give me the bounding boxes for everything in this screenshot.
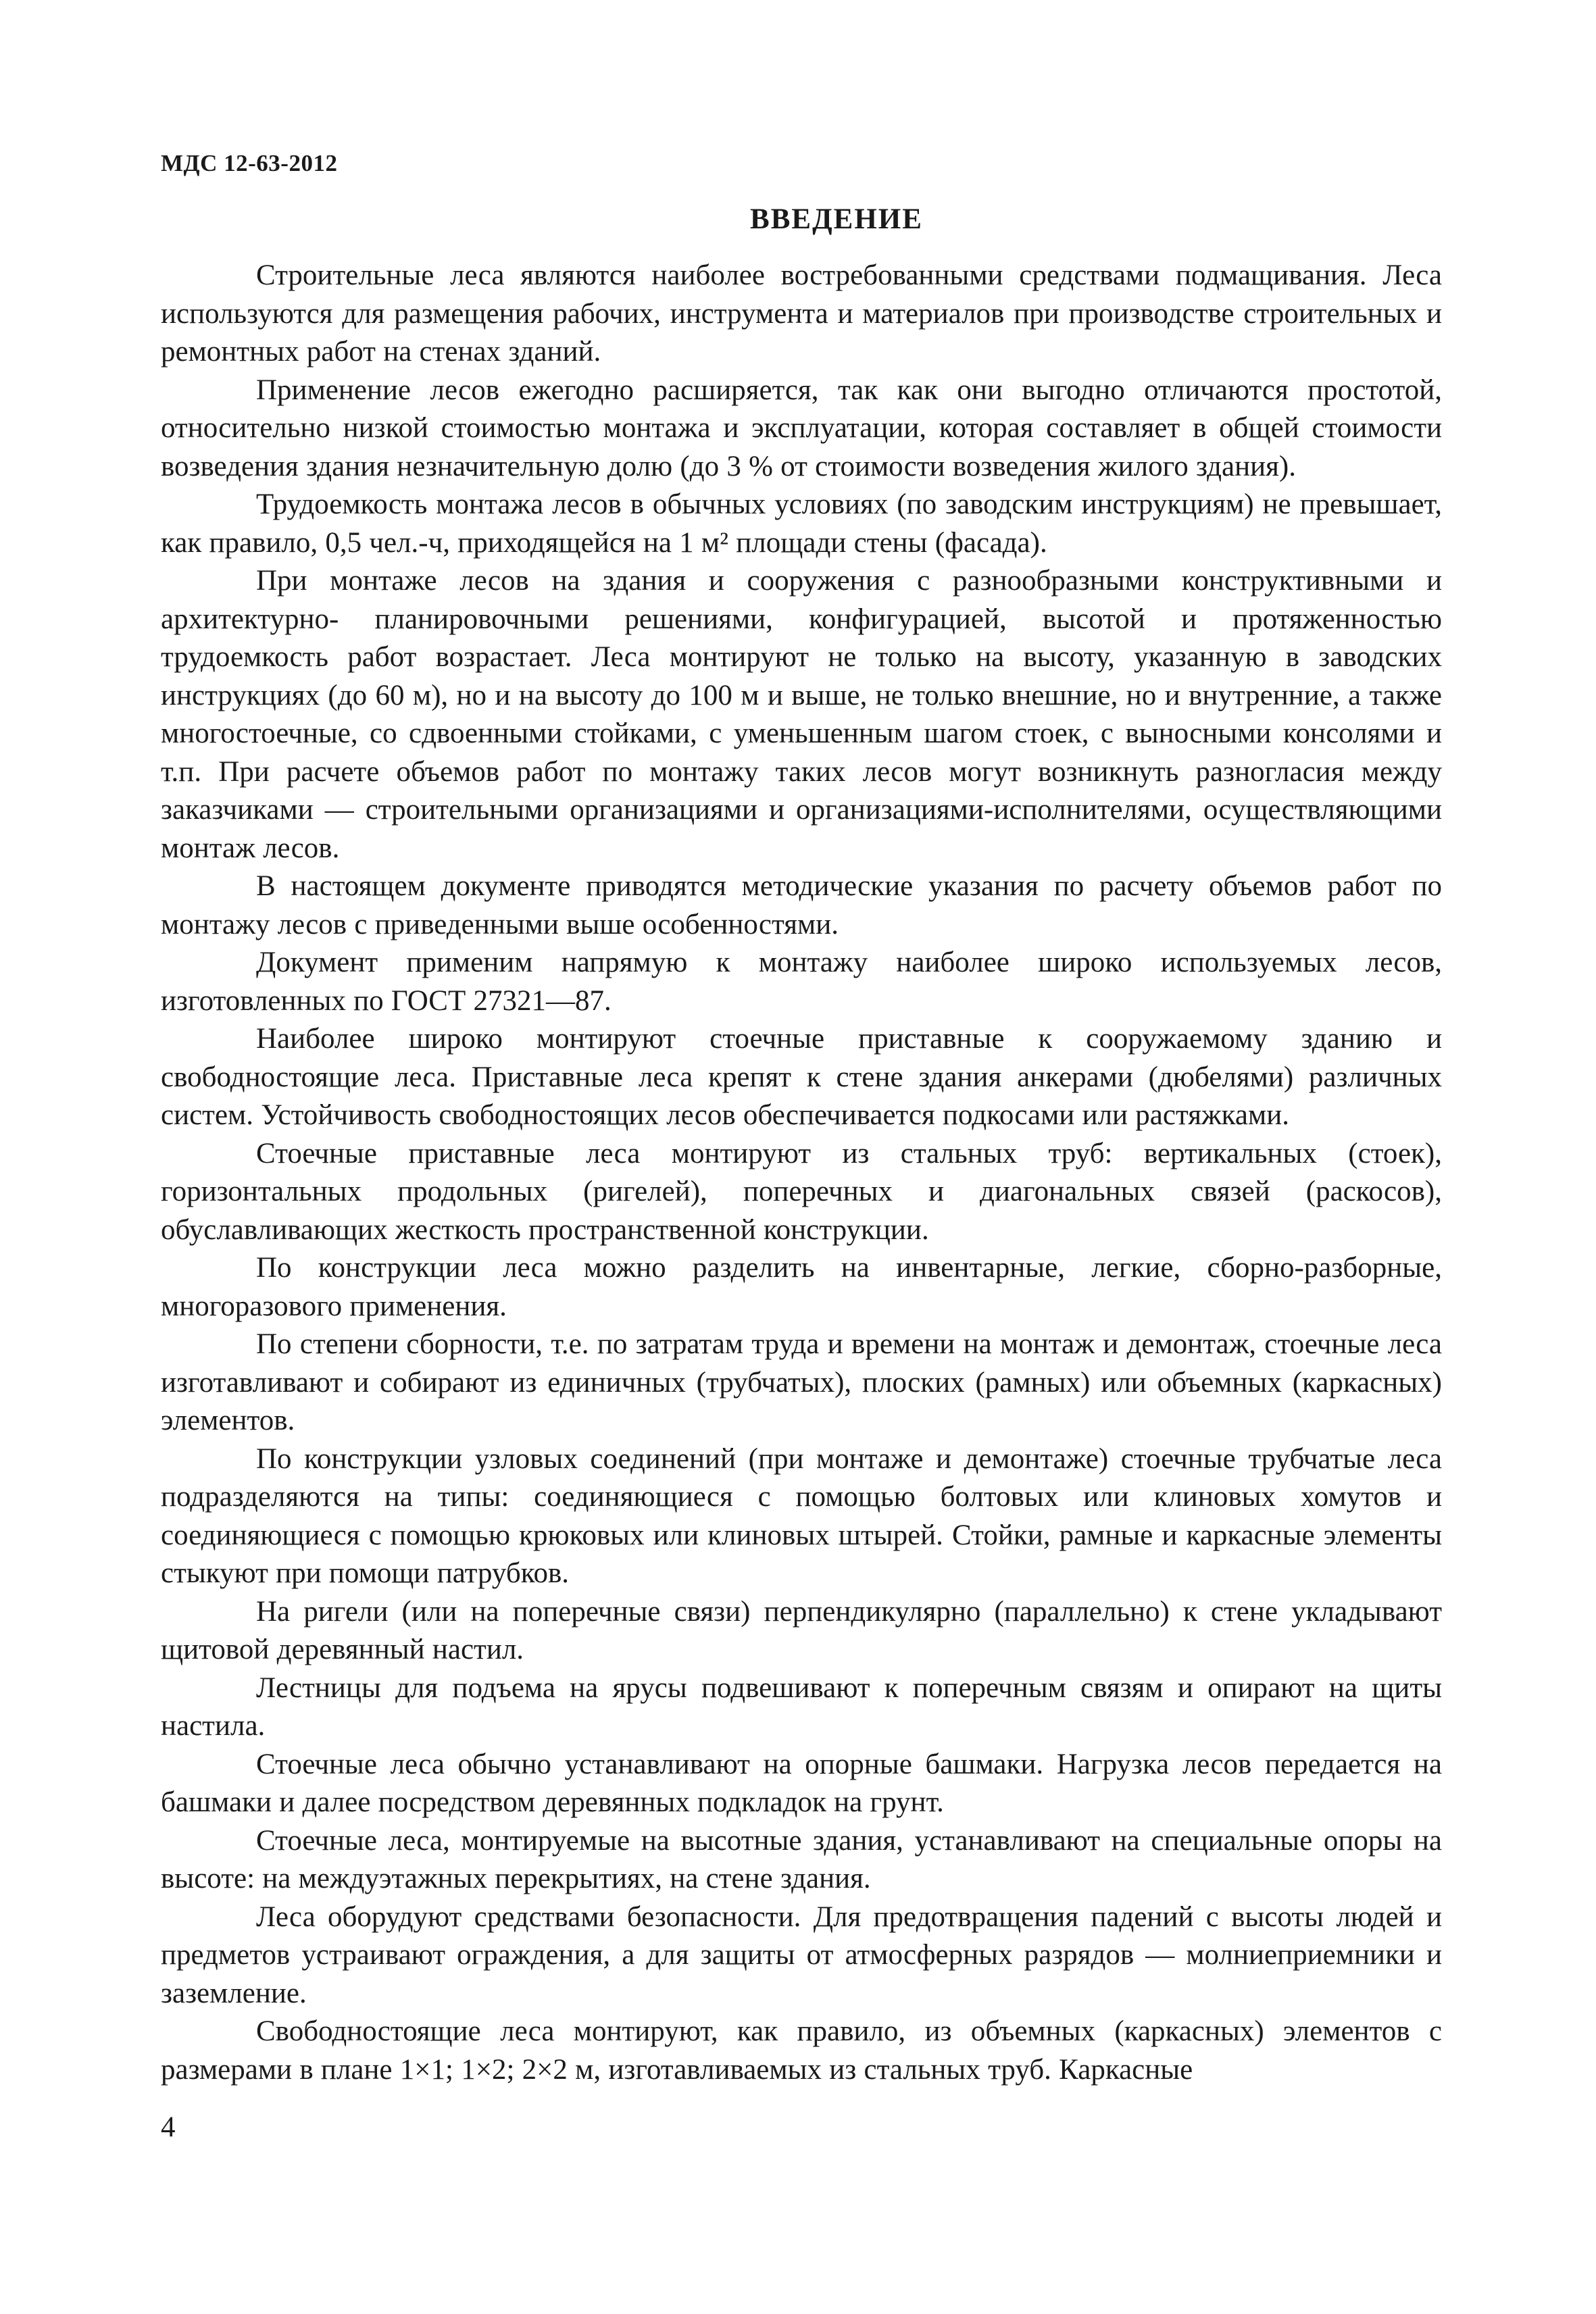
paragraph: По степени сборности, т.е. по затратам труда и времени на монтаж и демонтаж, стоечные леса изготавливают и собирают из единичных (трубчатых), плоских (рамных) или объемных (каркасных) элементов. xyxy=(161,1328,1442,1436)
paragraph: При монтаже лесов на здания и сооружения с разнообразными конструктивными и архитектурно- планировочными решениями, конфигурацией, высотой и протяженностью трудоемкость работ возрастает. Леса монтируют не только на высоту, указанную в заводских инструкциях (до 60 м), но и на высоту до 100 м и выше, не только внешние, но и внутренние, а также многостоечные, со сдвоенными стойками, с уменьшенным шагом стоек, с выносными консолями и т.п. При расчете объемов работ по монтажу таких лесов могут возникнуть разногласия между заказчиками — строительными организациями и организациями-исполнителями, осуществляющими монтаж лесов. xyxy=(161,565,1442,864)
section-title: ВВЕДЕНИЕ xyxy=(750,203,923,235)
paragraph: Леса оборудуют средствами безопасности. Для предотвращения падений с высоты людей и предметов устраивают ограждения, а для защиты от атмосферных разрядов — молниеприемники и заземление. xyxy=(161,1901,1442,2009)
paragraph: Свободностоящие леса монтируют, как правило, из объемных (каркасных) элементов с размерами в плане 1×1; 1×2; 2×2 м, изготавливаемых из стальных труб. Каркасные xyxy=(161,2015,1442,2086)
paragraph: Строительные леса являются наиболее востребованными средствами подмащивания. Леса используются для размещения рабочих, инструмента и материалов при производстве строительных и ремонтных работ на стенах зданий. xyxy=(161,259,1442,368)
paragraph: По конструкции леса можно разделить на инвентарные, легкие, сборно-разборные, многоразового применения. xyxy=(161,1252,1442,1322)
paragraph: Трудоемкость монтажа лесов в обычных условиях (по заводским инструкциям) не превышает, как правило, 0,5 чел.-ч, приходящейся на 1 м² площади стены (фасада). xyxy=(161,488,1442,559)
paragraph: Документ применим напрямую к монтажу наиболее широко используемых лесов, изготовленных по ГОСТ 27321—87. xyxy=(161,947,1442,1017)
paragraph: На ригели (или на поперечные связи) перпендикулярно (параллельно) к стене укладывают щитовой деревянный настил. xyxy=(161,1595,1442,1665)
paragraph: Стоечные приставные леса монтируют из стальных труб: вертикальных (стоек), горизонтальных продольных (ригелей), поперечных и диагональных связей (раскосов), обуславливающих жесткость пространственной конструкции. xyxy=(161,1137,1442,1246)
document-code: МДС 12-63-2012 xyxy=(161,150,338,176)
paragraph: По конструкции узловых соединений (при монтаже и демонтаже) стоечные трубчатые леса подразделяются на типы: соединяющиеся с помощью болтовых или клиновых хомутов и соединяющиеся с помощью крюковых или клиновых штырей. Стойки, рамные и каркасные элементы стыкуют при помощи патрубков. xyxy=(161,1442,1442,1589)
paragraph: Применение лесов ежегодно расширяется, так как они выгодно отличаются простотой, относительно низкой стоимостью монтажа и эксплуатации, которая составляет в общей стоимости возведения здания незначительную долю (до 3 % от стоимости возведения жилого здания). xyxy=(161,374,1442,482)
page-number: 4 xyxy=(161,2111,176,2143)
paragraph: Стоечные леса, монтируемые на высотные здания, устанавливают на специальные опоры на высоте: на междуэтажных перекрытиях, на стене здания. xyxy=(161,1824,1442,1894)
paragraph: Стоечные леса обычно устанавливают на опорные башмаки. Нагрузка лесов передается на башмаки и далее посредством деревянных подкладок на грунт. xyxy=(161,1748,1442,1818)
body-text xyxy=(161,257,1442,2089)
paragraph: В настоящем документе приводятся методические указания по расчету объемов работ по монтажу лесов с приведенными выше особенностями. xyxy=(161,870,1442,940)
paragraph: Наиболее широко монтируют стоечные приставные к сооружаемому зданию и свободностоящие леса. Приставные леса крепят к стене здания анкерами (дюбелями) различных систем. Устойчивость свободностоящих лесов обеспечивается подкосами или растяжками. xyxy=(161,1023,1442,1131)
paragraph: Лестницы для подъема на ярусы подвешивают к поперечным связям и опирают на щиты настила. xyxy=(161,1671,1442,1742)
